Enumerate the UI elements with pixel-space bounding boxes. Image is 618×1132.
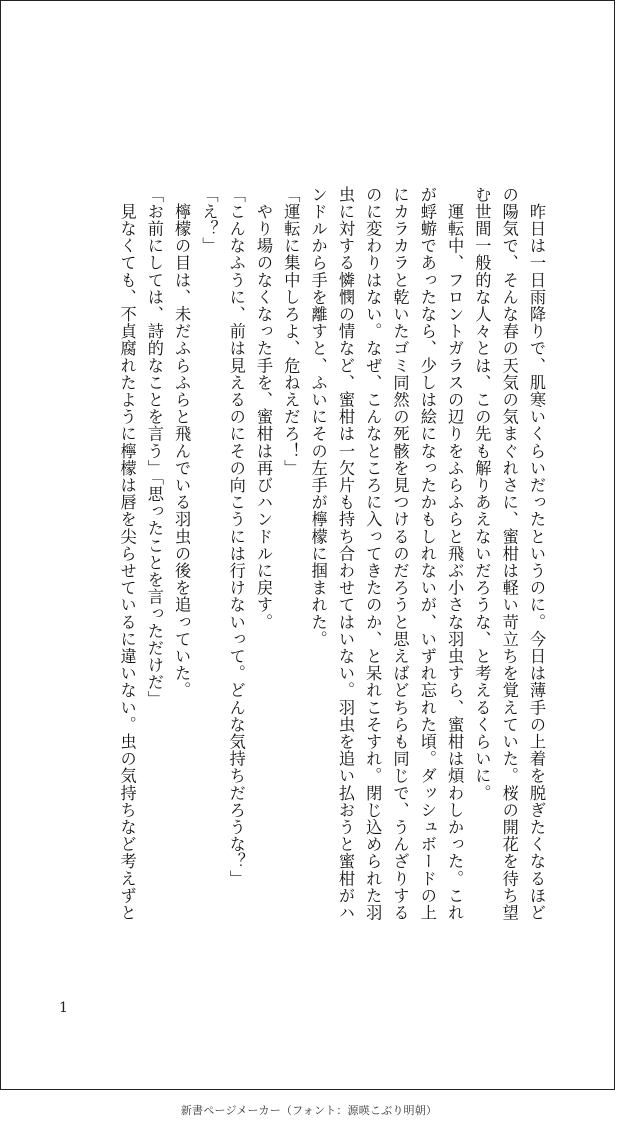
paragraph: 見なくても、不貞腐れたように檸檬は唇を尖らせているに違いない。虫の気持ちなど考えずと: [117, 186, 137, 922]
page-number: 1: [59, 1000, 68, 1016]
paragraph: やり場のなくなった手を、蜜柑は再びハンドルに戻す。: [254, 186, 274, 631]
footer-credit: 新書ページメーカー（フォント：源暎こぶり明朝）: [180, 1104, 438, 1117]
dialogue-line: 「え？」: [199, 186, 219, 255]
dialogue-line: 「こんなふうに、前は見えるのにその向こうには行けないって。どんな気持ちだろうな？」: [226, 186, 246, 888]
paragraph: 運転中、フロントガラスの辺りをふらふらと飛ぶ小さな羽虫すら、蜜柑は煩わしかった。これが蜉蝣であったなら、少しは絵になったかもしれないが、いずれ忘れた頃。ダッシュボードの上にカラカラと乾いたゴミ同然の死骸を見つけるのだろうと思えばどちらも同じで、うんざりするのに変わりはない。なぜ、こんなところに入ってきたのか、と呆れこそすれ。閉じ込められた羽虫に対する憐憫の情など、蜜柑は一欠片も持ち合わせてはいない。羽虫を追い払おうと蜜柑がハンドルから手を離すと、ふいにその左手が檸檬に掴まれた。: [308, 186, 465, 922]
dialogue-line: 「運転に集中しろよ、危ねえだろ！」: [281, 186, 301, 477]
paragraph: 檸檬の目は、未だふらふらと飛んでいる羽虫の後を追っていた。: [172, 186, 192, 699]
paragraph: 昨日は一日雨降りで、肌寒いくらいだったというのに。今日は薄手の上着を脱ぎたくなるほどの陽気で、そんな春の天気の気まぐれさに、蜜柑は軽い苛立ちを覚えていた。桜の開花を待ち望む世間一般的な人々とは、この先も解りあえないだろうな、と考えるくらいに。: [472, 186, 546, 922]
dialogue-line: 「お前にしては、詩的なことを言う」「思ったことを言っただけだ」: [144, 186, 164, 708]
vertical-text-body: [70, 186, 550, 926]
